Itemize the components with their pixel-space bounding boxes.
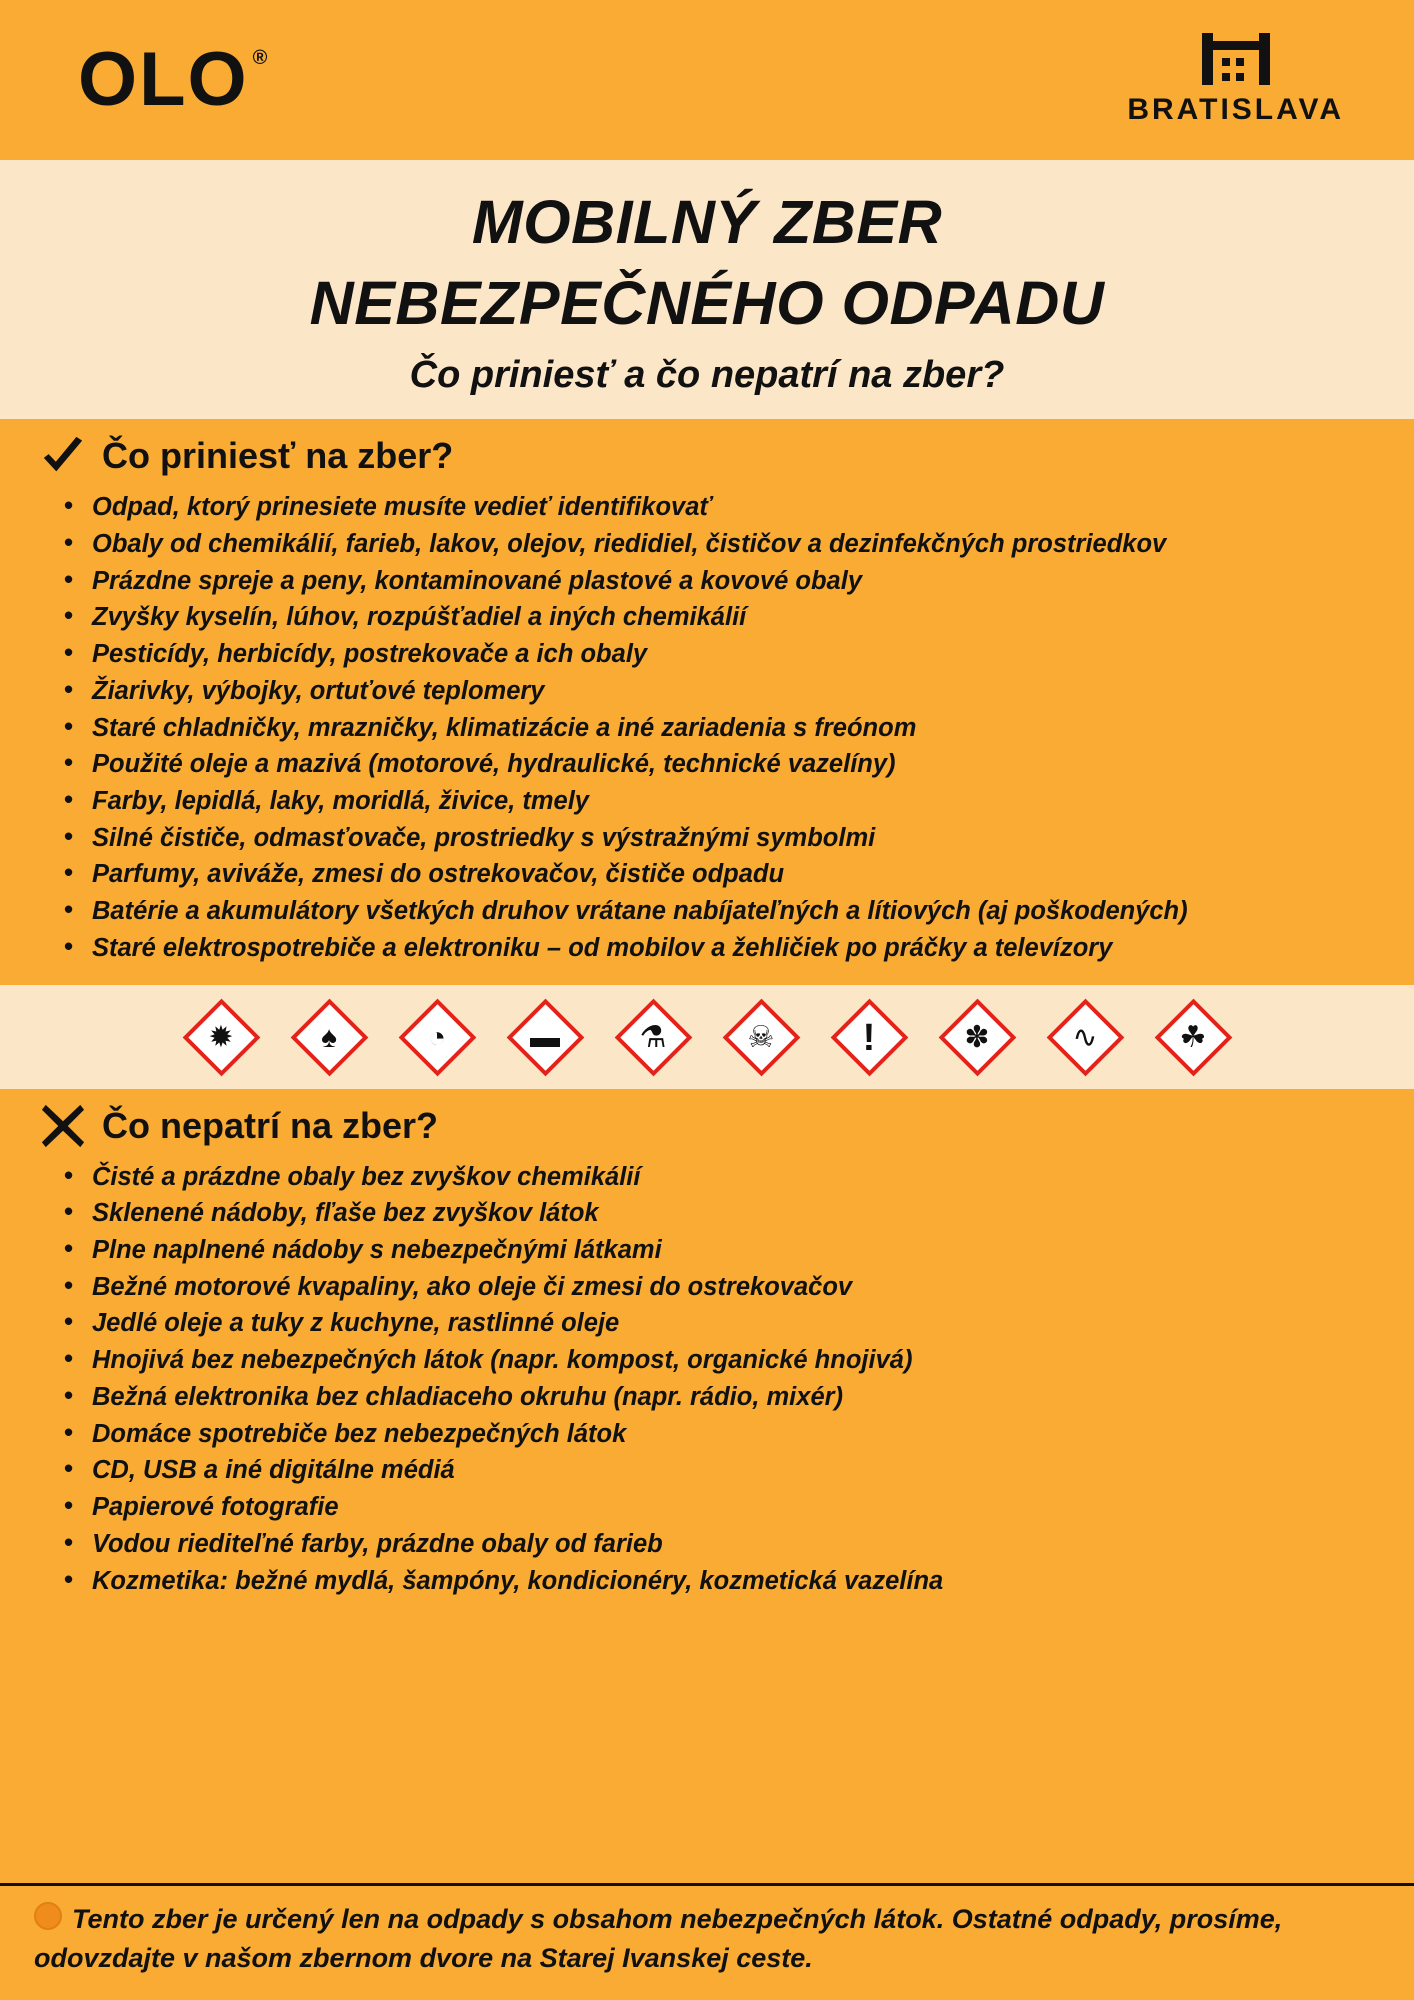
bratislava-label: BRATISLAVA — [1127, 93, 1344, 126]
registered-mark: ® — [252, 47, 270, 69]
footer-note — [0, 1883, 1414, 2000]
list-item: • Vodou riediteľné farby, prázdne obaly od farieb — [56, 1526, 1374, 1563]
list-item: • Kozmetika: bežné mydlá, šampóny, kondicionéry, kozmetická vazelína — [56, 1563, 1374, 1600]
list-item: • Silné čističe, odmasťovače, prostriedky s výstražnými symbolmi — [56, 820, 1374, 857]
title-line-1: MOBILNÝ ZBER — [471, 188, 943, 256]
list-item: • Batérie a akumulátory všetkých druhov vrátane nabíjateľných a lítiových (aj poškodených) — [56, 893, 1374, 930]
list-item: • Domáce spotrebiče bez nebezpečných látok — [56, 1416, 1374, 1453]
list-item: • Staré chladničky, mrazničky, klimatizácie a iné zariadenia s freónom — [56, 710, 1374, 747]
ghs-environment-aquatic-icon: ∿ — [1046, 999, 1124, 1077]
hazard-pictogram-band — [0, 985, 1414, 1089]
ghs-flammable-icon: ♠ — [290, 999, 368, 1077]
list-item: • Žiarivky, výbojky, ortuťové teplomery — [56, 673, 1374, 710]
bratislava-logo — [1127, 33, 1344, 127]
accepted-heading: Čo priniesť na zber? — [102, 435, 454, 477]
rejected-section — [0, 1089, 1414, 1600]
list-item: • Zvyšky kyselín, lúhov, rozpúšťadiel a iných chemikálií — [56, 599, 1374, 636]
title-subtitle: Čo priniesť a čo nepatrí na zber? — [409, 354, 1005, 397]
rejected-list — [40, 1159, 1374, 1600]
list-item: • Plne naplnené nádoby s nebezpečnými látkami — [56, 1232, 1374, 1269]
list-item: • Odpad, ktorý prinesiete musíte vedieť identifikovať — [56, 489, 1374, 526]
list-item: • Bežná elektronika bez chladiaceho okruhu (napr. rádio, mixér) — [56, 1379, 1374, 1416]
accepted-list — [40, 489, 1374, 966]
poster-header — [0, 0, 1414, 160]
cross-icon — [40, 1103, 86, 1149]
accepted-heading-row — [40, 433, 1374, 479]
list-item: • Pesticídy, herbicídy, postrekovače a ich obaly — [56, 636, 1374, 673]
title-line-2: NEBEZPEČNÉHO ODPADU — [309, 269, 1105, 338]
ghs-environment-tree-icon: ☘ — [1154, 999, 1232, 1077]
list-item: • Čisté a prázdne obaly bez zvyškov chemikálií — [56, 1159, 1374, 1196]
check-icon — [40, 433, 86, 479]
list-item: • Prázdne spreje a peny, kontaminované plastové a kovové obaly — [56, 563, 1374, 600]
ghs-corrosive-icon: ⚗ — [614, 999, 692, 1077]
ghs-oxidizing-icon: ◔ — [398, 999, 476, 1077]
footer-text: Tento zber je určený len na odpady s obsahom nebezpečných látok. Ostatné odpady, prosíme, odovzdajte v našom zbernom dvore na Starej Ivanskej ceste. — [34, 1903, 1283, 1973]
ghs-gas-cylinder-icon: ▬ — [506, 999, 584, 1077]
ghs-toxic-skull-icon: ☠ — [722, 999, 800, 1077]
list-item: • Parfumy, aviváže, zmesi do ostrekovačov, čističe odpadu — [56, 856, 1374, 893]
olo-logo — [78, 37, 270, 122]
ghs-health-hazard-icon: ✽ — [938, 999, 1016, 1077]
list-item: • Sklenené nádoby, fľaše bez zvyškov látok — [56, 1195, 1374, 1232]
list-item: • Farby, lepidlá, laky, moridlá, živice, tmely — [56, 783, 1374, 820]
list-item: • Obaly od chemikálií, farieb, lakov, olejov, riedidiel, čističov a dezinfekčných prostriedkov — [56, 526, 1374, 563]
list-item: • Použité oleje a mazivá (motorové, hydraulické, technické vazelíny) — [56, 746, 1374, 783]
rejected-heading-row — [40, 1103, 1374, 1149]
bratislava-castle-icon — [1198, 33, 1274, 85]
list-item: • Staré elektrospotrebiče a elektroniku – od mobilov a žehličiek po práčky a televízory — [56, 930, 1374, 967]
accepted-section — [0, 419, 1414, 966]
orange-dot-icon — [34, 1902, 62, 1930]
ghs-explosive-icon: ✹ — [182, 999, 260, 1077]
list-item: • Jedlé oleje a tuky z kuchyne, rastlinné oleje — [56, 1305, 1374, 1342]
list-item: • Bežné motorové kvapaliny, ako oleje či zmesi do ostrekovačov — [56, 1269, 1374, 1306]
footer-paragraph — [34, 1900, 1380, 1978]
ghs-harmful-exclamation-icon: ! — [830, 999, 908, 1077]
title-block — [0, 160, 1414, 419]
olo-logo-text: OLO — [78, 37, 249, 122]
list-item: • Papierové fotografie — [56, 1489, 1374, 1526]
rejected-heading: Čo nepatrí na zber? — [102, 1104, 439, 1146]
list-item: • Hnojivá bez nebezpečných látok (napr. kompost, organické hnojivá) — [56, 1342, 1374, 1379]
list-item: • CD, USB a iné digitálne médiá — [56, 1452, 1374, 1489]
